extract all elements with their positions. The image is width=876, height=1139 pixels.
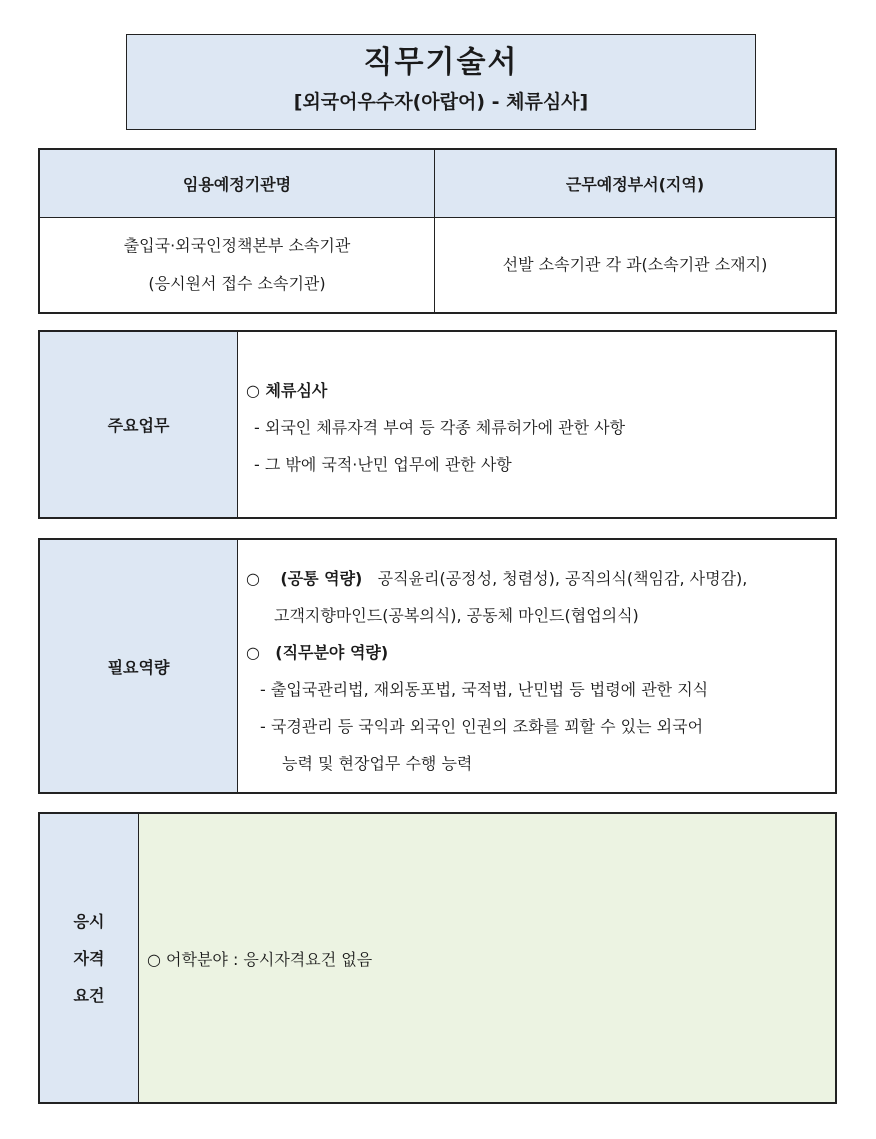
cell-work-department <box>435 218 835 312</box>
qualification-content <box>139 814 835 1102</box>
duties-item-1: - 외국인 체류자격 부여 등 각종 체류허가에 관한 사항 <box>254 418 626 437</box>
document-subtitle: [외국어우수자(아랍어) - 체류심사] <box>293 91 589 113</box>
common-competency-line <box>246 560 829 597</box>
qualification-label-line-2: 자격 <box>73 948 105 968</box>
common-competency-text-2: 고객지향마인드(공복의식), 공동체 마인드(협업의식) <box>274 606 639 625</box>
document-title: 직무기술서 <box>363 45 519 80</box>
common-bullet: ○ <box>246 569 260 588</box>
competency-content <box>238 540 835 792</box>
qualification-label-line-3: 요건 <box>73 985 105 1005</box>
job-competency-item-1: - 출입국관리법, 재외동포법, 국적법, 난민법 등 법령에 관한 지식 <box>260 680 709 699</box>
main-duties-section <box>38 330 837 519</box>
document-title-box <box>126 34 756 130</box>
competency-label: 필요역량 <box>40 540 238 792</box>
qualification-text: ○ 어학분야 : 응시자격요건 없음 <box>147 949 373 969</box>
agency-line-2: (응시원서 접수 소속기관) <box>148 274 326 293</box>
qualification-label <box>40 814 139 1102</box>
job-competency-item-2-cont: 능력 및 현장업무 수행 능력 <box>282 754 473 773</box>
common-competency-text-1: 공직윤리(공정성, 청렴성), 공직의식(책임감, 사명감), <box>377 569 748 588</box>
qualification-label-line-1: 응시 <box>73 911 105 931</box>
job-competency-title: (직무분야 역량) <box>275 643 389 662</box>
header-appointing-agency: 임용예정기관명 <box>40 150 435 218</box>
job-competency-item-2: - 국경관리 등 국익과 외국인 인권의 조화를 꾀할 수 있는 외국어 <box>260 717 704 736</box>
competency-section <box>38 538 837 794</box>
organization-table <box>38 148 837 314</box>
duties-item-2: - 그 밖에 국적·난민 업무에 관한 사항 <box>254 455 512 474</box>
cell-appointing-agency <box>40 218 435 312</box>
common-competency-title: (공통 역량) <box>280 569 363 588</box>
duties-heading: ○ 체류심사 <box>246 381 328 400</box>
qualification-section <box>38 812 837 1104</box>
job-competency-line <box>246 634 829 671</box>
main-duties-label: 주요업무 <box>40 332 238 517</box>
job-bullet: ○ <box>246 643 260 662</box>
header-work-department: 근무예정부서(지역) <box>435 150 835 218</box>
agency-line-1: 출입국·외국인정책본부 소속기관 <box>123 236 351 255</box>
department-text: 선발 소속기관 각 과(소속기관 소재지) <box>502 255 768 274</box>
main-duties-content <box>238 332 835 517</box>
